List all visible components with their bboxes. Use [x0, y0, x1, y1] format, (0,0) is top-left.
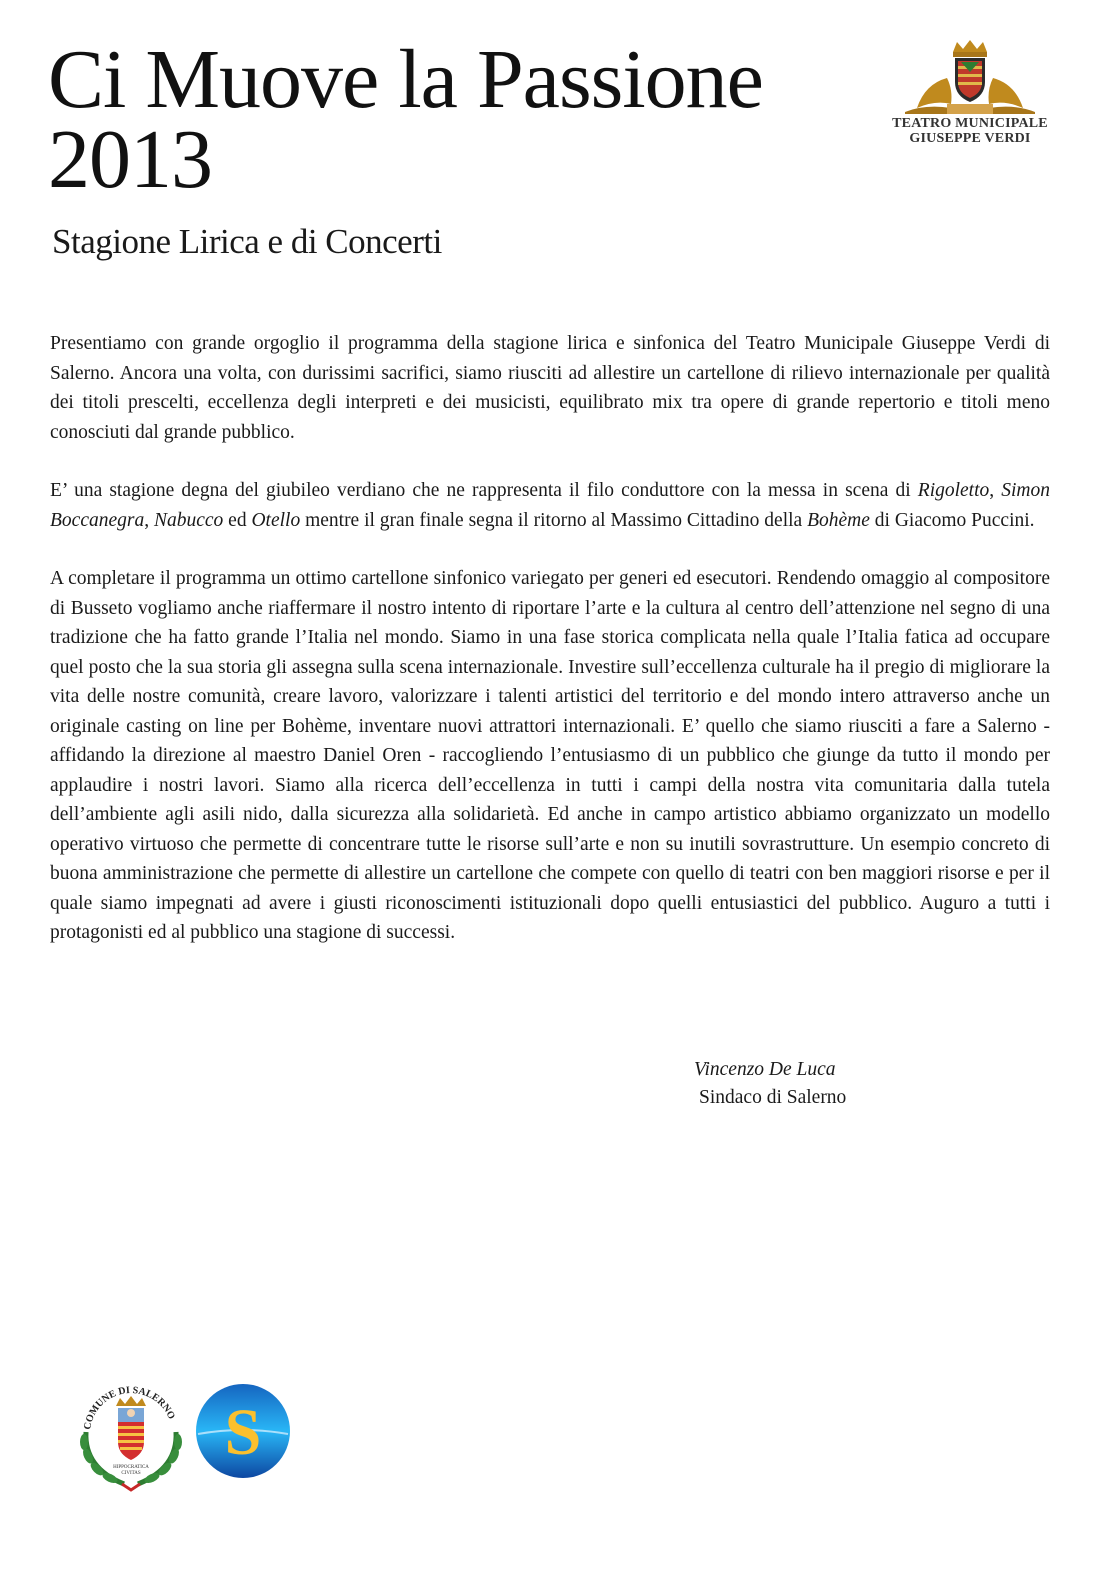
title-line-2: 2013: [48, 113, 212, 206]
opera-title-rigoletto: Rigoletto: [917, 480, 990, 501]
signature-role: Sindaco di Salerno: [699, 1087, 847, 1108]
salerno-s-logo: [194, 1382, 292, 1480]
p2-text-a: E’ una stagione degna del giubileo verdiano che ne rappresenta il filo conduttore con la messa in scena di: [50, 480, 918, 501]
p2-text-e: mentre il gran finale segna il ritorno al Massimo Cittadino della: [300, 509, 808, 531]
page-title: [48, 33, 848, 206]
teatro-name-line-1: TEATRO MUNICIPALE: [892, 116, 1048, 131]
opera-title-simon-boccanegra: Simon Boccanegra: [50, 480, 1051, 531]
opera-title-nabucco: Nabucco: [153, 509, 224, 531]
paragraph-3: A completare il programma un ottimo cartellone sinfonico variegato per generi ed esecutori. Rendendo omaggio al compositore di Busseto vogliamo anche riaffermare il nostro intento di riportare l’arte e la cultura al centro dell’attenzione nel segno di una tradizione che ha fatto grande l’Italia nel mondo. Siamo in una fase storica complicata nella quale l’Italia fatica ad occupare quel posto che la sua storia gli assegna sulla scena internazionale. Investire sull’eccellenza culturale ha il pregio di migliorare la vita delle nostre comunità, creare lavoro, valorizzare i talenti artistici del territorio e del mondo intero attraverso anche un originale casting on line per Bohème, inventare nuovi attrattori internazionali. E’ quello che siamo riusciti a fare a Salerno - affidando la direzione al maestro Daniel Oren - raccogliendo l’entusiasmo di un pubblico che giunge da tutto il mondo per applaudire i nostri lavori. Siamo alla ricerca dell’eccellenza in tutti i campi della nostra vita comunitaria dalla tutela dell’ambiente agli asili nido, dalla sicurezza alla solidarietà. Ed anche in campo artistico abbiamo organizzato un modello operativo virtuoso che permette di concentrare tutte le risorse sull’arte e non su inutili sovrastrutture. Un esempio concreto di buona amministrazione che permette di allestire un cartellone che compete con quello di teatri con ben maggiori risorse e per il quale siamo impegnati ad avere i giusti riconoscimenti istituzionali dopo quelli entusiastici del pubblico. Auguro a tutti i protagonisti ed al pubblico una stagione di successi.: [50, 568, 1050, 943]
opera-title-boheme: Bohème: [807, 509, 870, 531]
comune-di-salerno-logo: [72, 1372, 190, 1492]
signature: [694, 1056, 846, 1112]
p2-text-c: ,: [144, 509, 154, 531]
svg-text:HIPPOCRATICA: HIPPOCRATICA: [113, 1465, 149, 1470]
svg-text:CIVITAS: CIVITAS: [121, 1471, 141, 1476]
theatre-crest-icon: [895, 38, 1045, 116]
p2-text-b: ,: [989, 480, 1002, 501]
title-line-1: Ci Muove la Passione: [48, 33, 763, 126]
salerno-s-logo-icon: [194, 1382, 292, 1480]
comune-di-salerno-crest-icon: [72, 1372, 190, 1492]
opera-title-otello: Otello: [251, 509, 301, 531]
salerno-s-letter: S: [224, 1396, 262, 1469]
p2-text-f: di Giacomo Puccini.: [869, 509, 1035, 531]
paragraph-1: Presentiamo con grande orgoglio il programma della stagione lirica e sinfonica del Teatro Municipale Giuseppe Verdi di Salerno. Ancora una volta, con durissimi sacrifici, siamo riusciti ad allestire un cartellone di rilievo internazionale per qualità dei titoli prescelti, eccellenza degli interpreti e dei musicisti, equilibrato mix tra opere di grande repertorio e titoli meno conosciuti dal grande pubblico.: [50, 333, 1050, 443]
signature-name: Vincenzo De Luca: [694, 1059, 836, 1080]
paragraph-2: [50, 476, 1050, 535]
teatro-verdi-logo: [884, 38, 1056, 146]
body-text: [50, 329, 1050, 948]
subtitle: Stagione Lirica e di Concerti: [52, 222, 442, 261]
teatro-name-line-2: GIUSEPPE VERDI: [909, 131, 1031, 146]
comune-ring-text: [0, 0, 1, 1]
svg-text:COMUNE DI SALERNO: COMUNE DI SALERNO: [82, 1384, 177, 1431]
p2-text-d: ed: [223, 509, 252, 531]
